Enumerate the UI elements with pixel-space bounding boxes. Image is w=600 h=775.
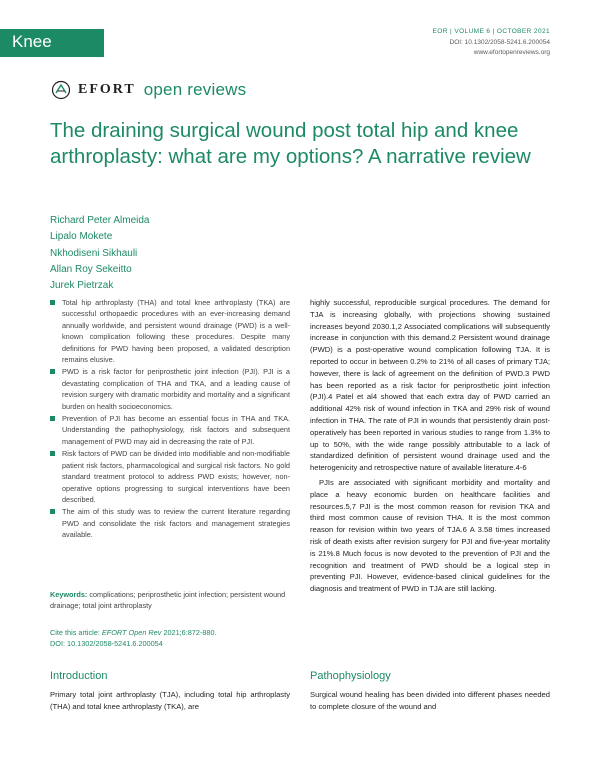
body-paragraph: highly successful, reproducible surgical procedures. The demand for TJA is increasing globally, with projections showing sustained increases beyond 2030.1,2 Associated complications will subsequently increase in conjunction with this demand.2 Persistent wound drainage (PWD) is a post-operative wound complication following TJA. It is reported to occur in between 0.2% to 21% of all cases of primary TJA; however, there is lack of agreement on the definition of PWD.3 PWD has been reported as a risk factor for periprosthetic joint infection (PJI).4 Patel et al4 showed that each extra day of PWD carried an additional 42% risk of wound infection in TKA and 29% risk of wound infection in THA. The rate of PJI in wounds that persistently drain post-operatively has been reported in various studies to range from 1.3% to up to 50%, with the wide range possibly attributable to a lack of standardized definition of persistent wound drainage used and the heterogenicity and retrospective nature of available literature.4-6 [310,298,550,473]
citation [50,627,290,650]
author-name: Jurek Pietrzak [50,280,114,292]
article-title: The draining surgical wound post total hip and knee arthroplasty: what are my options? A narrative review [50,119,531,168]
introduction-heading: Introduction [50,670,108,682]
journal-volume-line: EOR | VOLUME 6 | OCTOBER 2021 [432,28,550,35]
pathophysiology-text: Surgical wound healing has been divided into different phases needed to complete closure of the wound and [310,690,550,711]
section-tab-label: Knee [12,32,52,51]
pathophysiology-heading: Pathophysiology [310,670,391,682]
body-paragraph: PJIs are associated with significant morbidity and mortality and place a heavy economic burden on healthcare facilities and resources.5,7 PJI is the most common reason for revision TKA and third most common cause of revision THA. It is the most common reason for revision within two years of TJA.6 A 3.58 times increased risk of death exists after revision surgery for PJI and five-year mortality is 21%.8 Much focus is now devoted to the prevention of PJI and the recognition and treatment of PWD should be a logical step in preventing PJI. However, evidence-based clinical guidelines for the diagnosis and treatment of PWD in TJA are still lacking. [310,477,550,594]
journal-meta [433,27,550,59]
bullet-square-icon [50,369,55,374]
bullet-square-icon [50,300,55,305]
key-point-text: Risk factors of PWD can be divided into modifiable and non-modifiable patient risk factors, pharmacological and surgical risk factors. No gold standard treatment protocol to address PWD exists; however, non-operative options progressing to surgical interventions have been described. [62,449,290,504]
bullet-square-icon [50,451,55,456]
author-list [50,213,150,294]
keywords-label: Keywords: [50,590,88,599]
key-point [50,297,290,365]
author-name: Richard Peter Almeida [50,215,150,226]
logo-open-reviews-text: open reviews [143,80,247,99]
bullet-square-icon [50,509,55,514]
keywords-text: complications; periprosthetic joint infection; persistent wound drainage; total joint arthroplasty [50,590,286,611]
section-tab [0,29,104,57]
cite-journal: EFORT Open Rev [101,628,162,637]
key-point [50,448,290,505]
cite-prefix: Cite this article: [50,628,102,637]
right-column-text [310,297,550,595]
author-name: Nkhodiseni Sikhauli [50,247,138,259]
keywords [50,589,290,612]
key-point-text: PWD is a risk factor for periprosthetic joint infection (PJI). PJI is a devastating complication of THA and TKA, and a leading cause of revision surgery with dramatic morbidity and mortality and a significant burden on health socioeconomics. [62,367,290,411]
doi-line: DOI: 10.1302/2058-5241.6.200054 [449,38,550,46]
logo-efort-text: EFORT [78,82,136,97]
cite-doi: DOI: 10.1302/2058-5241.6.200054 [50,639,163,649]
introduction-text: Primary total joint arthroplasty (TJA), including total hip arthroplasty (THA) and total knee arthroplasty (TKA), are [50,690,290,711]
author-name: Lipalo Mokete [50,231,113,243]
key-point [50,413,290,447]
efort-emblem-icon [50,80,72,100]
key-point [50,366,290,412]
author-name: Allan Roy Sekeitto [50,263,132,275]
key-point-text: Total hip arthroplasty (THA) and total knee arthroplasty (TKA) are successful orthopaedic procedures with an ever-increasing demand annually worldwide, and persistent wound drainage (PWD) is a well-known complication following these procedures. Despite many definitions for PWD having been proposed, a validated description remains elusive. [62,298,290,365]
journal-url: www.efortopenreviews.org [473,49,550,56]
key-point-text: The aim of this study was to review the current literature regarding PWD and consolidate the risk factors and management strategies available. [62,507,290,540]
cite-rest: 2021;6:872-880. [161,628,217,637]
key-points-list [50,297,290,542]
bullet-square-icon [50,416,55,421]
key-point [50,506,290,540]
journal-logo [50,80,246,100]
key-point-text: Prevention of PJI has become an essential focus in THA and TKA. Understanding the pathophysiology, risk factors and subsequent management of PWD may aid in decreasing the rate of PJI. [62,414,290,446]
